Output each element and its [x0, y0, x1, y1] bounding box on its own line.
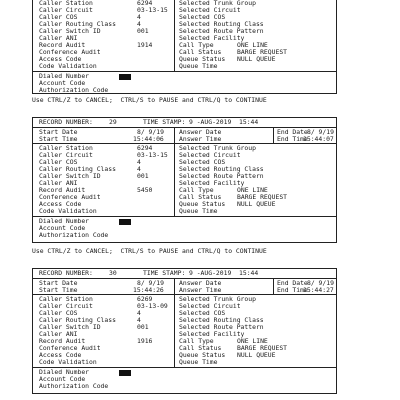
record-29-end-date-label: End Date [277, 128, 308, 136]
record-29-left-field-value: 4 [137, 158, 141, 166]
record-30-left-field-value: 03-13-09 [137, 302, 168, 310]
record-29-right-field-label: Call Status [179, 193, 222, 201]
record-29-box [32, 117, 337, 243]
record-29-bottom-field-label: Authorization Code [39, 231, 109, 239]
record-29-date-divider-2 [273, 127, 274, 143]
record-partial-right-field-label: Selected Route Pattern [179, 27, 264, 35]
record-29-left-field-label: Caller ANI [39, 179, 78, 187]
record-30-left-field-value: 6269 [137, 295, 153, 303]
record-30-right-field-label: Selected Routing Class [179, 316, 264, 324]
record-29-right-field-label: Selected Routing Class [179, 165, 264, 173]
record-30-left-field-value: 1916 [137, 337, 153, 345]
record-29-left-field-label: Code Validation [39, 207, 97, 215]
record-partial-left-field-value: 001 [137, 27, 149, 35]
record-partial-left-field-value: 1914 [137, 41, 153, 49]
record-30-left-field-label: Record Audit [39, 337, 86, 345]
record-30-left-field-label: Caller Station [39, 295, 93, 303]
record-partial-bottom-field-label: Authorization Code [39, 86, 109, 94]
record-partial-left-field-label: Caller COS [39, 13, 78, 21]
record-29-left-field-label: Conference Audit [39, 193, 101, 201]
record-29-right-field-label: Selected Circuit [179, 151, 241, 159]
record-30-right-field-value: BARGE REQUEST [237, 344, 288, 352]
record-30-right-field-value: ONE LINE [237, 337, 268, 345]
record-30-left-field-label: Conference Audit [39, 344, 101, 352]
record-29-bottom-field-label: Account Code [39, 224, 86, 232]
record-29-left-field-value: 001 [137, 172, 149, 180]
record-30-start-time-label: Start Time [39, 286, 78, 294]
record-30-left-field-label: Caller ANI [39, 330, 78, 338]
control-instruction-line: Use CTRL/Z to CANCEL; CTRL/S to PAUSE and CTRL/Q to CONTINUE [32, 247, 267, 255]
record-30-left-field-label: Caller COS [39, 309, 78, 317]
record-29-left-field-label: Caller Station [39, 144, 93, 152]
record-29-left-field-label: Caller Switch ID [39, 172, 101, 180]
record-30-answer-date-label: Answer Date [179, 279, 222, 287]
record-30-timestamp: 9 -AUG-2019 15:44 [189, 269, 259, 277]
record-29-right-field-label: Queue Time [179, 207, 218, 215]
record-30-column-divider [174, 295, 175, 367]
record-29-date-divider-1 [174, 127, 175, 143]
record-30-date-divider-2 [273, 278, 274, 294]
record-30-left-field-label: Access Code [39, 351, 82, 359]
record-partial-left-field-label: Caller Circuit [39, 6, 93, 14]
record-partial-right-field-label: Queue Status [179, 55, 226, 63]
record-30-bottom-field-label: Account Code [39, 375, 86, 383]
record-29-left-field-value: 5450 [137, 186, 153, 194]
record-partial-right-field-label: Call Status [179, 48, 222, 56]
record-partial-left-field-label: Caller ANI [39, 34, 78, 42]
record-29-right-field-label: Call Type [179, 186, 214, 194]
record-30-right-field-label: Queue Time [179, 358, 218, 366]
record-partial-right-field-value: ONE LINE [237, 41, 268, 49]
record-29-left-field-value: 03-13-15 [137, 151, 168, 159]
record-29-left-field-value: 4 [137, 165, 141, 173]
record-29-timestamp: 9 -AUG-2019 15:44 [189, 118, 259, 126]
record-29-end-time-label: End Time [277, 135, 308, 143]
record-partial-column-divider [174, 0, 175, 71]
record-30-answer-time-label: Answer Time [179, 286, 222, 294]
record-30-number-label: RECORD NUMBER: [39, 269, 93, 277]
control-instruction-line: Use CTRL/Z to CANCEL; CTRL/S to PAUSE and CTRL/Q to CONTINUE [32, 96, 267, 104]
record-partial-left-field-label: Code Validation [39, 62, 97, 70]
record-30-end-date: 8/ 9/19 [307, 279, 334, 287]
record-30-number: 30 [109, 269, 117, 277]
record-29-answer-date-label: Answer Date [179, 128, 222, 136]
record-29-number: 29 [109, 118, 117, 126]
record-29-right-field-value: NULL QUEUE [237, 200, 276, 208]
record-partial-bottom-field-label: Dialed Number [39, 72, 90, 80]
record-partial-right-field-label: Selected Routing Class [179, 20, 264, 28]
record-30-right-field-label: Selected Facility [179, 330, 245, 338]
record-29-answer-time-label: Answer Time [179, 135, 222, 143]
record-29-start-time-label: Start Time [39, 135, 78, 143]
record-30-left-field-value: 001 [137, 323, 149, 331]
record-29-left-field-value: 6294 [137, 144, 153, 152]
record-30-bottom-field-label: Dialed Number [39, 368, 90, 376]
record-29-right-field-value: BARGE REQUEST [237, 193, 288, 201]
record-29-right-field-label: Selected Trunk Group [179, 144, 256, 152]
record-29-bottom-field-label: Dialed Number [39, 217, 90, 225]
record-30-end-date-label: End Date [277, 279, 308, 287]
record-30-date-divider-1 [174, 278, 175, 294]
record-30-left-field-label: Caller Switch ID [39, 323, 101, 331]
record-29-left-field-label: Access Code [39, 200, 82, 208]
record-30-right-field-label: Selected Circuit [179, 302, 241, 310]
record-partial-right-field-value: BARGE REQUEST [237, 48, 288, 56]
record-29-redaction-block [119, 219, 131, 225]
record-29-left-field-label: Caller Routing Class [39, 165, 116, 173]
record-30-right-field-value: NULL QUEUE [237, 351, 276, 359]
record-partial-box [32, 0, 337, 94]
record-30-start-date: 8/ 9/19 [137, 279, 164, 287]
record-partial-left-field-label: Conference Audit [39, 48, 101, 56]
record-30-timestamp-label: TIME STAMP: [143, 269, 186, 277]
record-partial-left-field-label: Caller Station [39, 0, 93, 7]
record-29-left-field-label: Caller Circuit [39, 151, 93, 159]
record-29-left-field-label: Caller COS [39, 158, 78, 166]
record-30-right-field-label: Selected Trunk Group [179, 295, 256, 303]
record-partial-right-field-label: Queue Time [179, 62, 218, 70]
record-partial-right-field-label: Call Type [179, 41, 214, 49]
record-partial-left-field-label: Caller Routing Class [39, 20, 116, 28]
record-29-right-field-label: Selected Route Pattern [179, 172, 264, 180]
record-partial-left-field-value: 03-13-15 [137, 6, 168, 14]
record-29-end-time: 15:44:07 [303, 135, 334, 143]
record-30-right-field-label: Selected COS [179, 309, 226, 317]
record-partial-left-field-value: 4 [137, 20, 141, 28]
record-partial-left-field-value: 4 [137, 13, 141, 21]
record-30-right-field-label: Queue Status [179, 351, 226, 359]
record-29-right-field-value: ONE LINE [237, 186, 268, 194]
record-partial-left-field-value: 6294 [137, 0, 153, 7]
record-30-start-date-label: Start Date [39, 279, 78, 287]
record-29-left-field-label: Record Audit [39, 186, 86, 194]
record-partial-redaction-block [119, 74, 131, 80]
record-29-right-field-label: Queue Status [179, 200, 226, 208]
record-29-timestamp-label: TIME STAMP: [143, 118, 186, 126]
record-partial-right-field-value: NULL QUEUE [237, 55, 276, 63]
record-partial-left-field-label: Record Audit [39, 41, 86, 49]
record-30-end-time: 15:44:27 [303, 286, 334, 294]
record-30-right-field-label: Call Status [179, 344, 222, 352]
record-30-right-field-label: Call Type [179, 337, 214, 345]
record-30-bottom-field-label: Authorization Code [39, 382, 109, 390]
record-partial-right-field-label: Selected Trunk Group [179, 0, 256, 7]
record-partial-left-field-label: Access Code [39, 55, 82, 63]
record-29-number-label: RECORD NUMBER: [39, 118, 93, 126]
record-partial-right-field-label: Selected Facility [179, 34, 245, 42]
record-partial-right-field-label: Selected Circuit [179, 6, 241, 14]
record-30-right-field-label: Selected Route Pattern [179, 323, 264, 331]
record-30-end-time-label: End Time [277, 286, 308, 294]
record-30-left-field-label: Caller Circuit [39, 302, 93, 310]
record-partial-bottom-field-label: Account Code [39, 79, 86, 87]
record-30-left-field-label: Code Validation [39, 358, 97, 366]
record-30-box [32, 268, 337, 394]
record-29-start-date: 8/ 9/19 [137, 128, 164, 136]
record-29-column-divider [174, 144, 175, 216]
record-partial-right-field-label: Selected COS [179, 13, 226, 21]
record-29-start-date-label: Start Date [39, 128, 78, 136]
record-30-redaction-block [119, 370, 131, 376]
record-29-end-date: 8/ 9/19 [307, 128, 334, 136]
record-30-left-field-value: 4 [137, 316, 141, 324]
record-30-left-field-value: 4 [137, 309, 141, 317]
record-29-right-field-label: Selected COS [179, 158, 226, 166]
record-29-start-time: 15:44:06 [133, 135, 164, 143]
record-partial-left-field-label: Caller Switch ID [39, 27, 101, 35]
record-29-right-field-label: Selected Facility [179, 179, 245, 187]
record-30-start-time: 15:44:26 [133, 286, 164, 294]
record-30-left-field-label: Caller Routing Class [39, 316, 116, 324]
